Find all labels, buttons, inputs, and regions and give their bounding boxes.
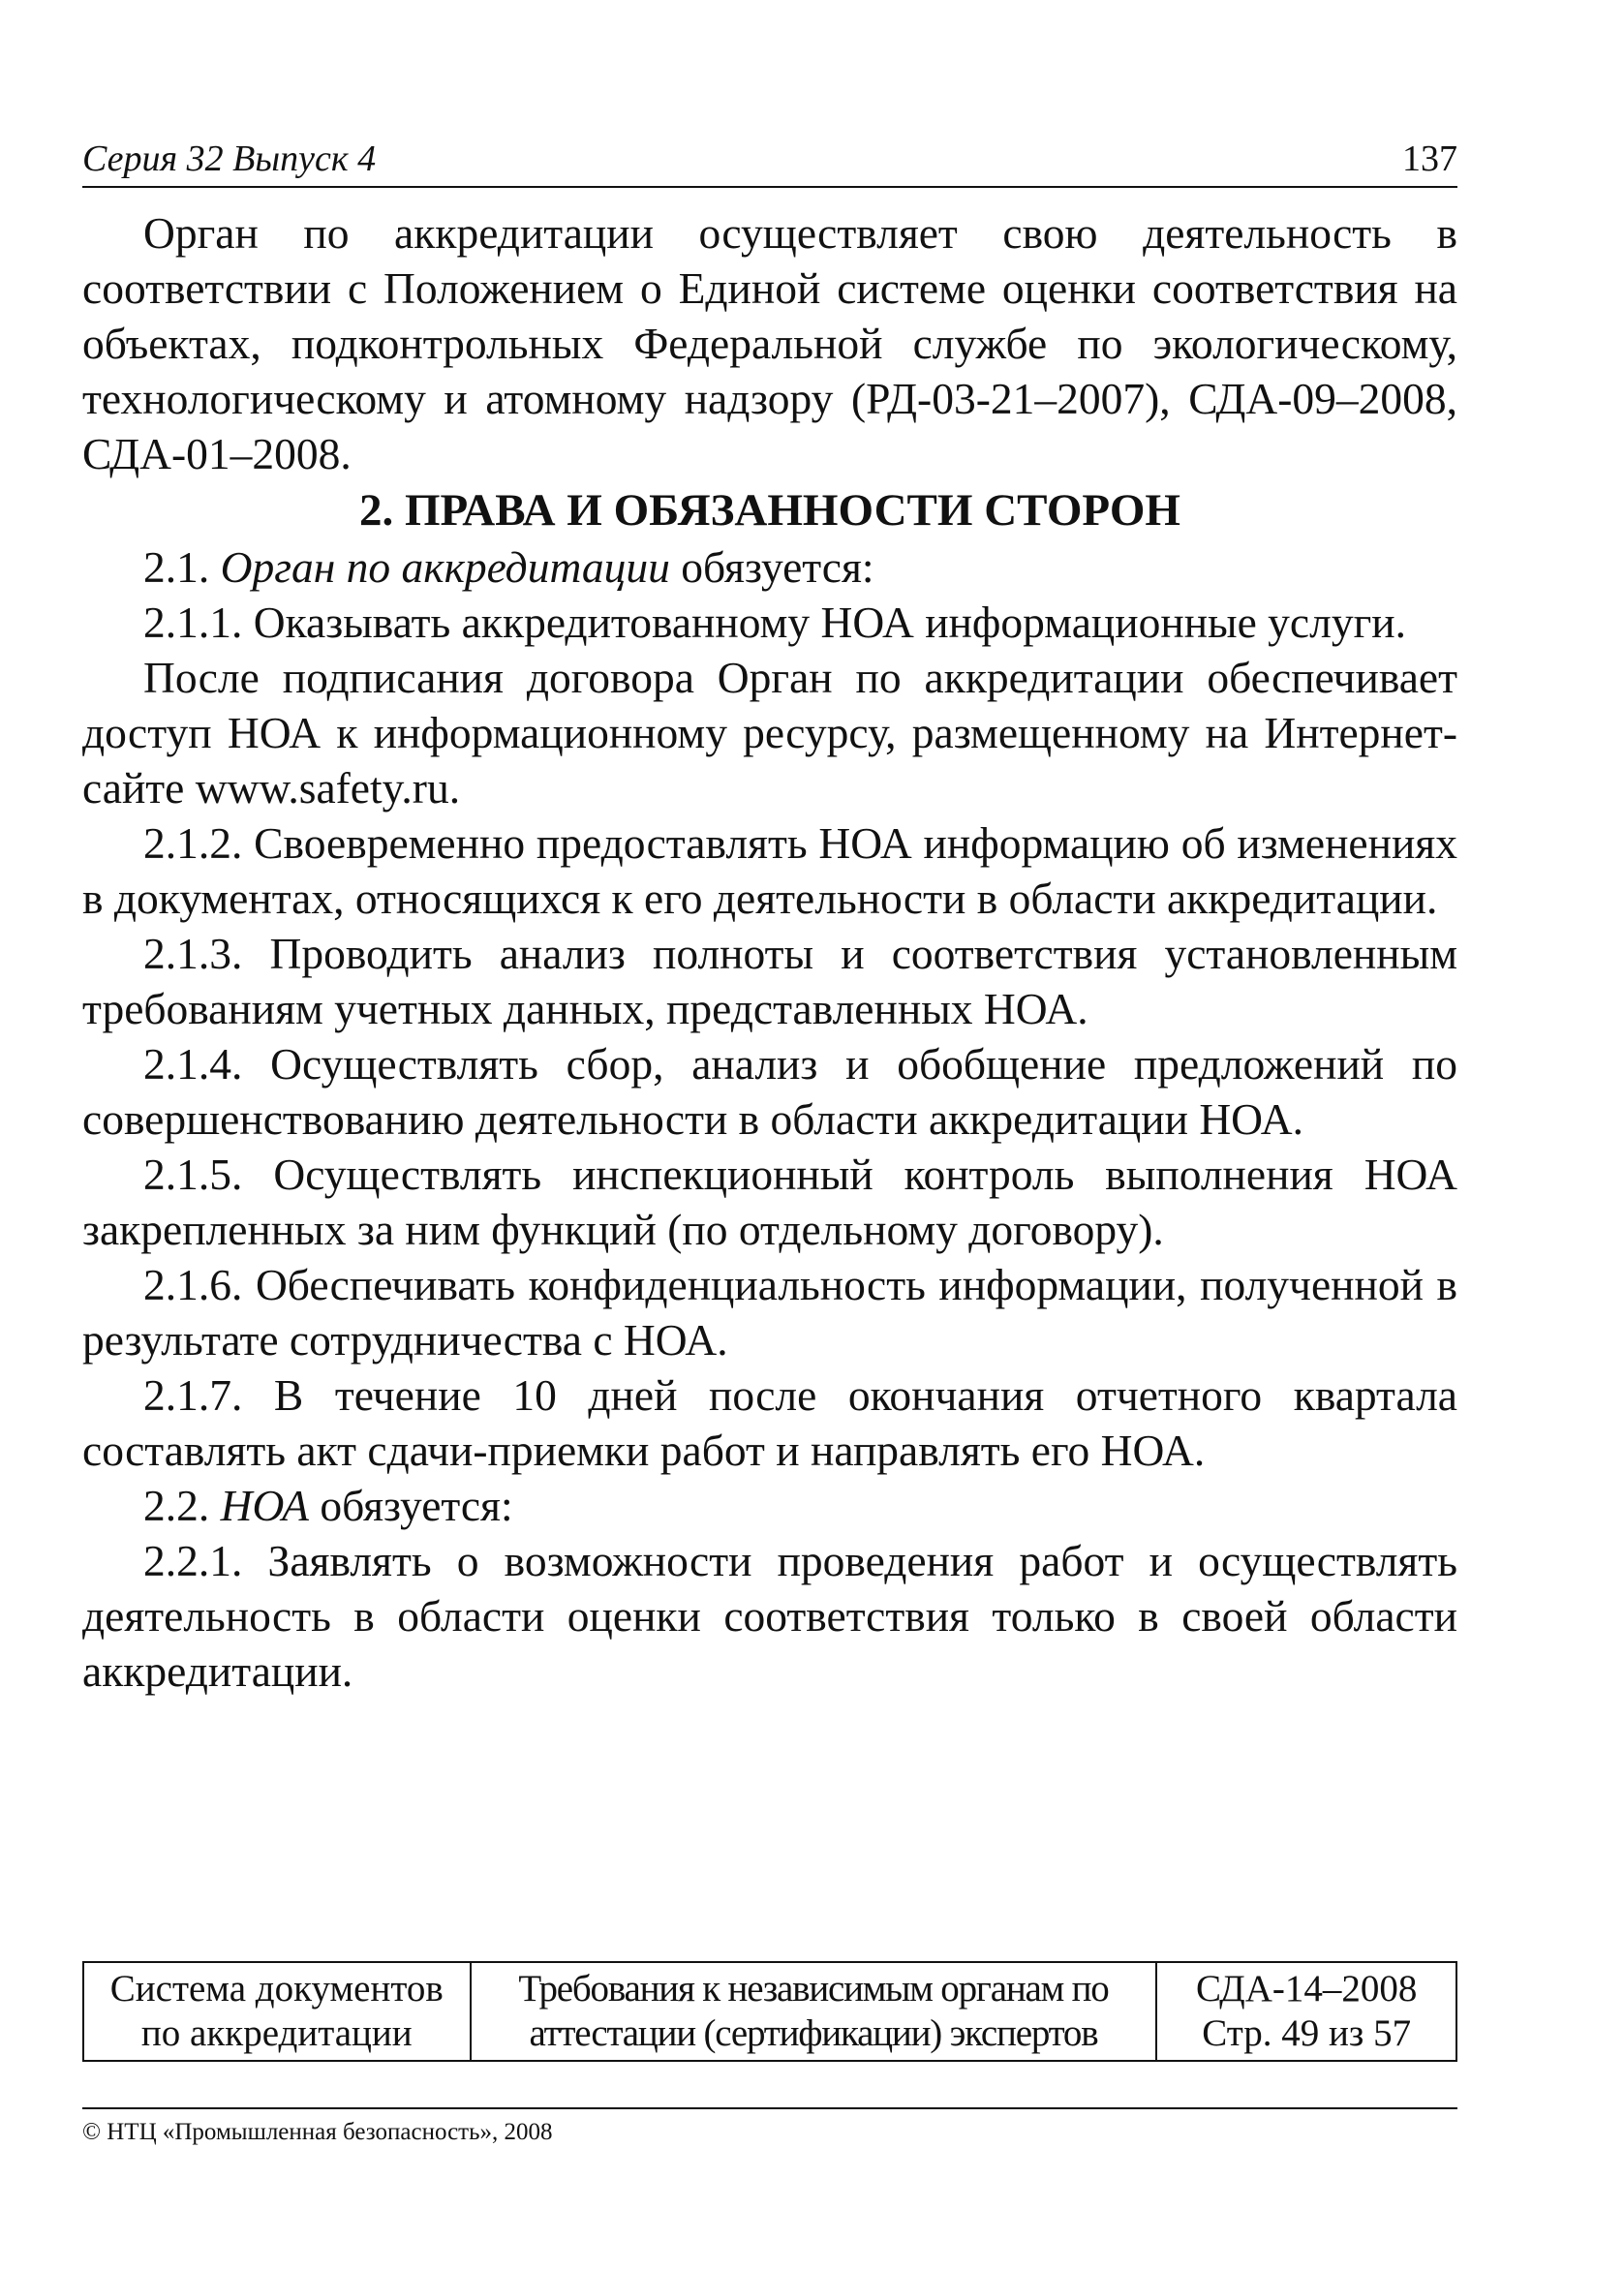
footer-rule bbox=[82, 2107, 1457, 2109]
clause-subject: Орган по аккредитации bbox=[220, 542, 670, 592]
clause-verb: обязуется: bbox=[669, 542, 874, 592]
paragraph: 2.1.7. В течение 10 дней после окончания отчетного квартала составлять акт сдачи-приемки работ и направлять его НОА. bbox=[82, 1370, 1457, 1475]
running-header bbox=[82, 136, 1457, 186]
clause-2-1-list bbox=[82, 595, 1457, 1478]
paragraph: 2.1.5. Осуществлять инспекционный контроль выполнения НОА закрепленных за ним функций (по отдельному договору). bbox=[82, 1150, 1457, 1254]
doc-system-line2: по аккредитации bbox=[140, 2012, 413, 2054]
paragraph: 2.1.1. Оказывать аккредитованному НОА информационные услуги. bbox=[143, 598, 1406, 647]
table-row bbox=[83, 1962, 1456, 2061]
page-number: 137 bbox=[1402, 138, 1457, 179]
doc-title-line1: Требования к независимым органам по bbox=[518, 1968, 1109, 2010]
copyright-notice: © НТЦ «Промышленная безопасность», 2008 bbox=[82, 2119, 553, 2145]
doc-system-line1: Система документов bbox=[109, 1968, 444, 2010]
paragraph: После подписания договора Орган по аккредитации обеспечивает доступ НОА к информационному ресурсу, размещенному на Интернет-сайте www.safety.ru. bbox=[82, 653, 1457, 813]
document-footer-table bbox=[82, 1961, 1457, 2062]
clause-2-1-heading bbox=[82, 539, 1457, 595]
clause-subject: НОА bbox=[220, 1481, 309, 1530]
clause-number: 2.2. bbox=[143, 1481, 210, 1530]
clause-verb: обязуется: bbox=[308, 1481, 513, 1530]
doc-page-count: Стр. 49 из 57 bbox=[1202, 2012, 1412, 2054]
paragraph: 2.1.4. Осуществлять сбор, анализ и обобщение предложений по совершенствованию деятельности в области аккредитации НОА. bbox=[82, 1039, 1457, 1144]
series-title: Серия 32 Выпуск 4 bbox=[82, 138, 377, 179]
clause-number: 2.1. bbox=[143, 542, 210, 592]
paragraph: 2.1.3. Проводить анализ полноты и соответствия установленным требованиям учетных данных, представленных НОА. bbox=[82, 929, 1457, 1033]
paragraph: 2.1.2. Своевременно предоставлять НОА информацию об изменениях в документах, относящихся к его деятельности в области аккредитации. bbox=[82, 818, 1457, 923]
doc-title-line2: аттестации (сертификации) экспертов bbox=[529, 2012, 1098, 2054]
clause-2-2-list bbox=[82, 1533, 1457, 1699]
intro-paragraph: Орган по аккредитации осуществляет свою деятельность в соответствии с Положением о Единой системе оценки соответствия на объектах, подконтрольных Федеральной службе по экологическому, технологическому и атомному надзору (РД-03-21–2007), СДА-09–2008, СДА-01–2008. bbox=[82, 208, 1457, 478]
paragraph: 2.1.6. Обеспечивать конфиденциальность информации, полученной в результате сотрудничества с НОА. bbox=[82, 1260, 1457, 1365]
clause-2-2-heading bbox=[82, 1478, 1457, 1533]
section-heading: 2. ПРАВА И ОБЯЗАННОСТИ СТОРОН bbox=[359, 485, 1180, 536]
header-rule bbox=[82, 186, 1457, 188]
doc-code-cell bbox=[1156, 1962, 1456, 2061]
doc-system-cell bbox=[83, 1962, 471, 2061]
paragraph: 2.2.1. Заявлять о возможности проведения работ и осуществлять деятельность в области оценки соответствия только в своей области аккредитации. bbox=[82, 1536, 1457, 1696]
doc-code: СДА-14–2008 bbox=[1196, 1968, 1418, 2010]
page-body bbox=[82, 205, 1457, 1699]
doc-title-cell bbox=[471, 1962, 1157, 2061]
